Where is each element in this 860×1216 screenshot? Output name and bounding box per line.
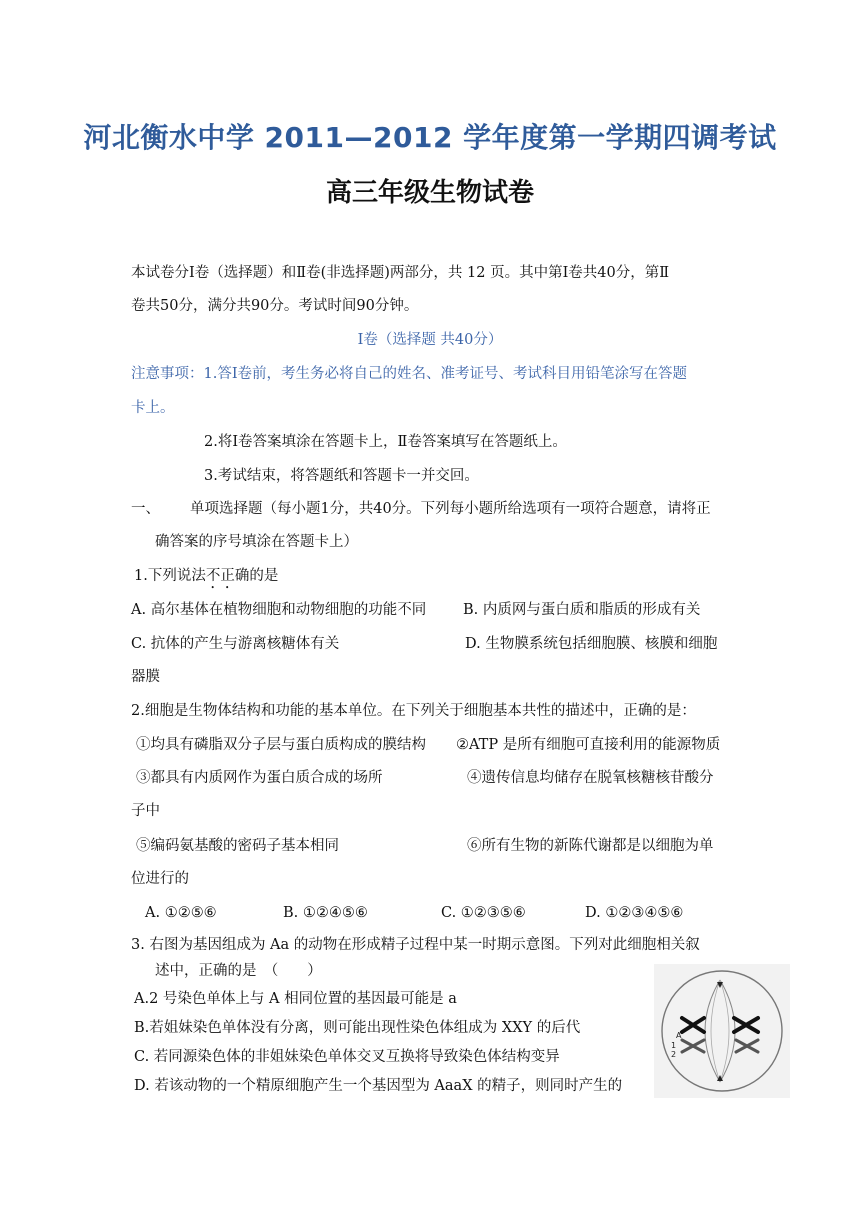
q2-option-d: D. ①②③④⑤⑥ bbox=[585, 905, 684, 921]
notes-line-2: 卡上。 bbox=[131, 400, 175, 416]
q2-statement-1: ①均具有磷脂双分子层与蛋白质构成的膜结构 bbox=[136, 737, 426, 753]
q1-option-d-cont: 器膜 bbox=[131, 669, 160, 685]
part-instructions-2: 确答案的序号填涂在答题卡上） bbox=[155, 534, 358, 550]
q1-stem-pre: 1.下列说法 bbox=[134, 568, 206, 584]
part-number: 一、 bbox=[131, 501, 160, 517]
figure-label-2: 2 bbox=[671, 1050, 677, 1059]
q2-statement-2: ②ATP 是所有细胞可直接利用的能源物质 bbox=[456, 737, 721, 753]
q1-option-d: D. 生物膜系统包括细胞膜、核膜和细胞 bbox=[465, 636, 718, 652]
q2-statement-5: ⑤编码氨基酸的密码子基本相同 bbox=[136, 838, 339, 854]
meiosis-cell-figure bbox=[654, 964, 790, 1098]
notes-line-1: 注意事项：1.答Ⅰ卷前，考生务必将自己的姓名、准考证号、考试科目用铅笔涂写在答题 bbox=[131, 366, 688, 382]
q2-option-a: A. ①②⑤⑥ bbox=[145, 905, 217, 921]
note-2: 2.将Ⅰ卷答案填涂在答题卡上，Ⅱ卷答案填写在答题纸上。 bbox=[204, 434, 567, 450]
q2-statement-4: ④遗传信息均储存在脱氧核糖核苷酸分 bbox=[467, 770, 714, 786]
figure-label-1: 1 bbox=[671, 1041, 677, 1050]
part-instructions-1: 单项选择题（每小题1分，共40分。下列每小题所给选项有一项符合题意，请将正 bbox=[190, 501, 711, 517]
q2-statement-3: ③都具有内质网作为蛋白质合成的场所 bbox=[136, 770, 383, 786]
note-3: 3.考试结束，将答题纸和答题卡一并交回。 bbox=[204, 468, 479, 484]
q2-stem: 2.细胞是生物体结构和功能的基本单位。在下列关于细胞基本共性的描述中，正确的是： bbox=[131, 703, 696, 719]
q1-stem-post: 确的是 bbox=[234, 568, 279, 584]
q1-stem-emphasis: 不正 bbox=[205, 568, 235, 584]
section-heading: Ⅰ卷（选择题 共40分） bbox=[357, 332, 503, 348]
q3-option-a: A.2 号染色单体上与 A 相同位置的基因最可能是 a bbox=[134, 991, 457, 1007]
q1-option-c: C. 抗体的产生与游离核糖体有关 bbox=[131, 636, 340, 652]
intro-line-2: 卷共50分，满分共90分。考试时间90分钟。 bbox=[131, 298, 419, 314]
exam-title: 河北衡水中学 2011—2012 学年度第一学期四调考试 bbox=[83, 121, 777, 154]
intro-line-1: 本试卷分Ⅰ卷（选择题）和Ⅱ卷(非选择题)两部分，共 12 页。其中第Ⅰ卷共40分，第Ⅱ bbox=[131, 265, 670, 281]
q3-stem-2: 述中，正确的是 （ ） bbox=[155, 963, 322, 979]
q3-stem-1: 3. 右图为基因组成为 Aa 的动物在形成精子过程中某一时期示意图。下列对此细胞相关叙 bbox=[131, 937, 700, 953]
q2-statement-6-cont: 位进行的 bbox=[131, 871, 189, 887]
q3-option-d: D. 若该动物的一个精原细胞产生一个基因型为 AaaX 的精子，则同时产生的 bbox=[134, 1078, 623, 1094]
q2-statement-6: ⑥所有生物的新陈代谢都是以细胞为单 bbox=[467, 838, 714, 854]
q3-option-b: B.若姐妹染色单体没有分离，则可能出现性染色体组成为 XXY 的后代 bbox=[134, 1020, 581, 1036]
q1-stem bbox=[134, 566, 278, 592]
q1-option-b: B. 内质网与蛋白质和脂质的形成有关 bbox=[463, 602, 701, 618]
q2-statement-4-cont: 子中 bbox=[131, 803, 160, 819]
q1-option-a: A. 高尔基体在植物细胞和动物细胞的功能不同 bbox=[131, 602, 427, 618]
q2-option-c: C. ①②③⑤⑥ bbox=[441, 905, 526, 921]
q2-option-b: B. ①②④⑤⑥ bbox=[283, 905, 368, 921]
q3-option-c: C. 若同源染色体的非姐妹染色单体交叉互换将导致染色体结构变异 bbox=[134, 1049, 560, 1065]
figure-label-a: A bbox=[676, 1031, 682, 1040]
exam-subtitle: 高三年级生物试卷 bbox=[325, 178, 534, 208]
